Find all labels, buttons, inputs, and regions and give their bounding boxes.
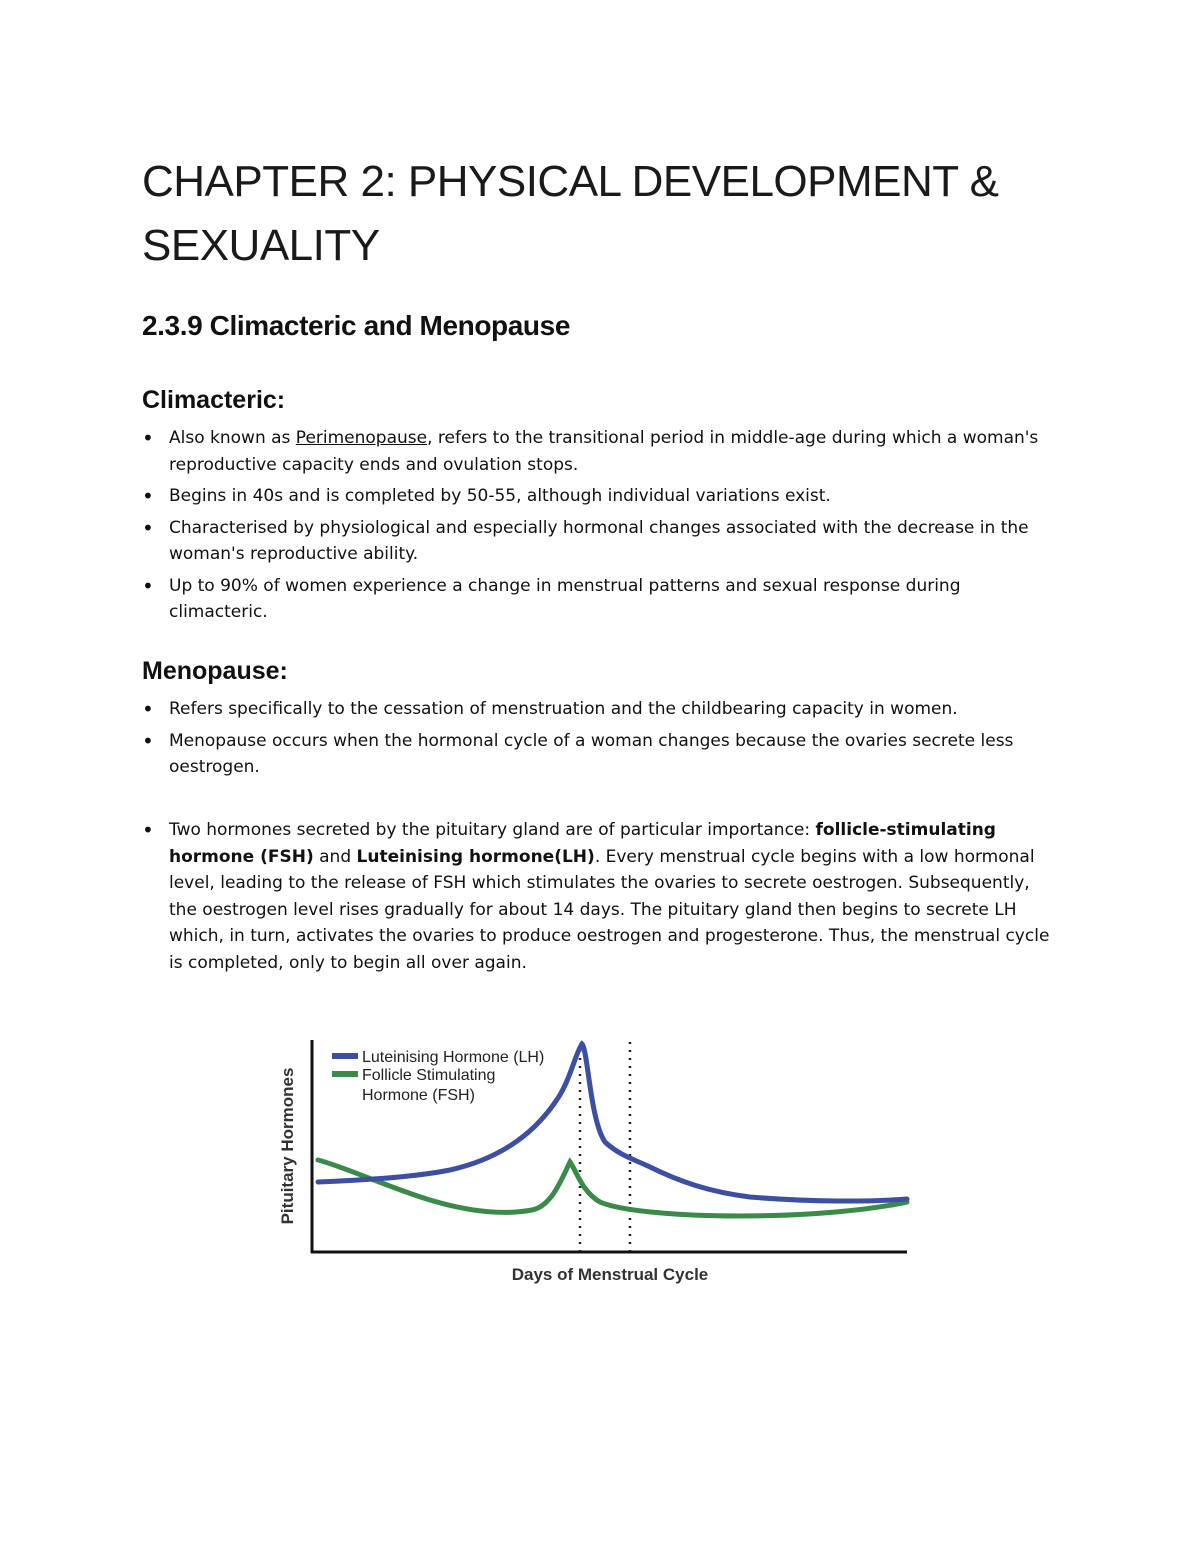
hormone-list bbox=[142, 817, 1062, 981]
list-item: • Begins in 40s and is completed by 50-55, although individual variations exist. bbox=[142, 483, 1062, 510]
list-item: • Up to 90% of women experience a change in menstrual patterns and sexual response during climacteric. bbox=[142, 573, 1062, 626]
y-axis-label: Pituitary Hormones bbox=[278, 1067, 297, 1225]
fsh-curve bbox=[318, 1160, 907, 1216]
lh-term: Luteinising hormone(LH) bbox=[356, 846, 595, 867]
lh-legend-label: Luteinising Hormone (LH) bbox=[362, 1049, 545, 1066]
menopause-heading: Menopause: bbox=[142, 657, 288, 685]
climacteric-heading: Climacteric: bbox=[142, 386, 286, 414]
hormone-figure bbox=[270, 1030, 930, 1300]
x-axis-label: Days of Menstrual Cycle bbox=[511, 1265, 709, 1284]
menopause-list bbox=[142, 696, 1062, 786]
legend bbox=[332, 1049, 544, 1104]
list-item: • Also known as Perimenopause, refers to the transitional period in middle-age during which a woman's reproductive capacity ends and ovulation stops. bbox=[142, 425, 1062, 478]
list-item: • Refers specifically to the cessation of menstruation and the childbearing capacity in women. bbox=[142, 696, 1062, 723]
perimenopause-term: Perimenopause bbox=[295, 428, 428, 448]
chapter-title: CHAPTER 2: PHYSICAL DEVELOPMENT & SEXUALITY bbox=[142, 157, 999, 270]
list-item: • Menopause occurs when the hormonal cycle of a woman changes because the ovaries secrete less oestrogen. bbox=[142, 728, 1062, 781]
fsh-legend-label-line1: Follicle Stimulating bbox=[362, 1067, 496, 1084]
hormone-diagram bbox=[270, 1030, 930, 1300]
climacteric-list bbox=[142, 425, 1062, 631]
section-title: 2.3.9 Climacteric and Menopause bbox=[142, 310, 570, 341]
list-item: • Two hormones secreted by the pituitary gland are of particular importance: follicle-stimulating hormone (FSH) and Luteinising hormone(LH). Every menstrual cycle begins with a low hormonal level, leading to the release of FSH which stimulates the ovaries to secrete oestrogen. Subsequently, the oestrogen level rises gradually for about 14 days. The pituitary gland then begins to secrete LH which, in turn, activates the ovaries to produce oestrogen and progesterone. Thus, the menstrual cycle is completed, only to begin all over again. bbox=[142, 817, 1062, 976]
fsh-legend-label-line2: Hormone (FSH) bbox=[362, 1087, 475, 1104]
list-item: • Characterised by physiological and especially hormonal changes associated with the decrease in the woman's reproductive ability. bbox=[142, 515, 1062, 568]
fsh-term: follicle-stimulating hormone (FSH) bbox=[169, 820, 996, 867]
